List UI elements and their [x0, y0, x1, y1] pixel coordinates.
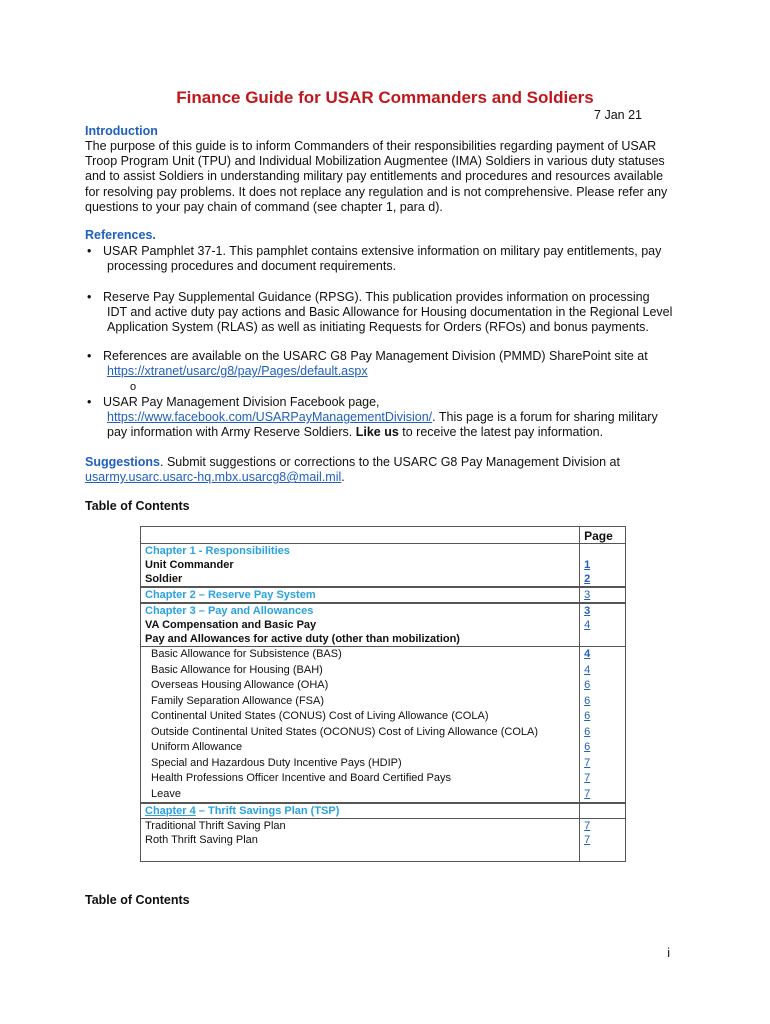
bullet-line: USAR Pamphlet 37-1. This pamphlet contains extensive information on military pay entitlements, pay	[103, 244, 662, 258]
toc-page-link[interactable]: 6	[584, 679, 591, 691]
toc-entry: Uniform Allowance	[151, 741, 243, 753]
chapter-2-link[interactable]: Chapter 2 – Reserve Pay System	[145, 589, 316, 601]
toc-heading: Table of Contents	[85, 499, 190, 513]
suggestions-text: Submit suggestions or corrections to the USARC G8 Pay Management Division at	[163, 455, 620, 469]
toc-page-link[interactable]: 2	[584, 573, 591, 585]
toc-entry: Basic Allowance for Subsistence (BAS)	[151, 648, 342, 660]
bullet-line: IDT and active duty pay actions and Basic Allowance for Housing documentation in the Regional Level	[107, 305, 673, 320]
chapter-4-title: – Thrift Savings Plan (TSP)	[195, 805, 340, 817]
toc-page-link[interactable]: 4	[584, 648, 591, 660]
toc-entry: Health Professions Officer Incentive and Board Certified Pays	[151, 772, 452, 784]
reference-bullet	[85, 349, 685, 379]
toc-entry: Soldier	[145, 573, 183, 585]
toc-page-link[interactable]: 4	[584, 663, 591, 676]
document-title: Finance Guide for USAR Commanders and Soldiers	[176, 88, 594, 107]
document-date: 7 Jan 21	[594, 108, 642, 122]
sharepoint-link[interactable]: https://xtranet/usarc/g8/pay/Pages/default.aspx	[107, 364, 368, 379]
toc-subheading: Pay and Allowances for active duty (other than mobilization)	[145, 633, 460, 645]
bullet-text: . This page is a forum for sharing military	[432, 410, 658, 425]
toc-page-link[interactable]: 4	[584, 619, 591, 631]
bullet-line: Reserve Pay Supplemental Guidance (RPSG). This publication provides information on processing	[103, 290, 650, 304]
introduction-heading: Introduction	[85, 124, 158, 138]
intro-line: and to assist Soldiers in understanding military pay entitlements and procedures and resources available	[85, 169, 664, 184]
intro-line: The purpose of this guide is to inform Commanders of their responsibilities regarding payment of USAR	[85, 139, 657, 153]
toc-entry: Roth Thrift Saving Plan	[145, 834, 258, 846]
like-us-text: Like us	[355, 425, 399, 440]
toc-entry: Continental United States (CONUS) Cost of Living Allowance (COLA)	[151, 710, 489, 722]
intro-line: for resolving pay problems. It does not replace any regulation and is not comprehensive. Please refer any	[85, 184, 668, 199]
bullet-icon: •	[87, 290, 92, 304]
toc-page-link[interactable]: 7	[584, 772, 591, 784]
table-of-contents	[140, 526, 626, 862]
reference-bullet	[85, 290, 685, 336]
toc-entry: VA Compensation and Basic Pay	[145, 619, 317, 631]
facebook-link[interactable]: https://www.facebook.com/USARPayManagementDivision/	[107, 410, 433, 425]
reference-bullet	[85, 244, 685, 274]
bullet-icon: •	[87, 349, 92, 363]
toc-entry: Traditional Thrift Saving Plan	[145, 820, 286, 832]
page-number: i	[667, 946, 670, 960]
toc-page-link[interactable]: 6	[584, 710, 591, 722]
table-row	[141, 804, 626, 819]
toc-entry: Outside Continental United States (OCONUS) Cost of Living Allowance (COLA)	[151, 725, 538, 738]
toc-entry: Leave	[151, 787, 181, 800]
sub-bullet-icon: o	[130, 381, 137, 393]
page-column-header: Page	[580, 527, 626, 544]
toc-page-link[interactable]: 1	[584, 559, 591, 571]
table-row	[141, 544, 626, 587]
introduction-paragraph	[85, 139, 685, 215]
table-row	[141, 604, 626, 647]
table-row	[141, 527, 626, 544]
table-row	[141, 647, 626, 803]
chapter-4-link[interactable]: Chapter 4	[145, 805, 196, 817]
email-link[interactable]: usarmy.usarc.usarc-hq.mbx.usarcg8@mail.mil	[85, 470, 342, 485]
chapter-3-link[interactable]: Chapter 3 – Pay and Allowances	[145, 605, 314, 617]
bullet-text: pay information with Army Reserve Soldiers.	[107, 425, 356, 440]
toc-entry: Special and Hazardous Duty Incentive Pays (HDIP)	[151, 756, 402, 769]
suggestions-dot: .	[160, 455, 164, 469]
toc-page-link[interactable]: 7	[584, 820, 591, 832]
intro-line: Troop Program Unit (TPU) and Individual Mobilization Augmentee (IMA) Soldiers in various duty statuses	[85, 154, 665, 169]
toc-page-link[interactable]: 6	[584, 725, 591, 738]
toc-page-link[interactable]: 6	[584, 741, 591, 753]
reference-bullet	[85, 395, 685, 441]
suggestions-label: Suggestions	[85, 455, 161, 469]
toc-page-link[interactable]: 3	[584, 589, 591, 601]
toc-page-link[interactable]: 7	[584, 787, 591, 800]
suggestions-end: .	[341, 470, 345, 485]
toc-page-link[interactable]: 7	[584, 756, 591, 769]
bullet-line: References are available on the USARC G8 Pay Management Division (PMMD) SharePoint site at	[103, 349, 648, 363]
toc-page-link[interactable]: 6	[584, 694, 591, 707]
bullet-icon: •	[87, 395, 92, 409]
intro-line: questions to your pay chain of command (see chapter 1, para d).	[85, 199, 443, 214]
toc-entry: Family Separation Allowance (FSA)	[151, 694, 325, 707]
table-row	[141, 588, 626, 603]
toc-entry: Overseas Housing Allowance (OHA)	[151, 679, 329, 691]
toc-heading-bottom: Table of Contents	[85, 893, 190, 907]
table-row	[141, 819, 626, 862]
bullet-line: processing procedures and document requirements.	[107, 259, 397, 274]
suggestions-paragraph	[85, 455, 685, 485]
bullet-line: Application System (RLAS) as well as initiating Requests for Orders (RFOs) and bonus payments.	[107, 320, 649, 335]
bullet-text: to receive the latest pay information.	[398, 425, 604, 440]
toc-entry: Basic Allowance for Housing (BAH)	[151, 663, 323, 676]
bullet-line: USAR Pay Management Division Facebook page,	[103, 395, 380, 409]
toc-entry: Unit Commander	[145, 559, 234, 571]
references-heading: References.	[85, 228, 156, 242]
chapter-1-link[interactable]: Chapter 1 - Responsibilities	[145, 545, 290, 557]
toc-page-link[interactable]: 7	[584, 834, 591, 846]
toc-page-link[interactable]: 3	[584, 605, 591, 617]
bullet-icon: •	[87, 244, 92, 258]
